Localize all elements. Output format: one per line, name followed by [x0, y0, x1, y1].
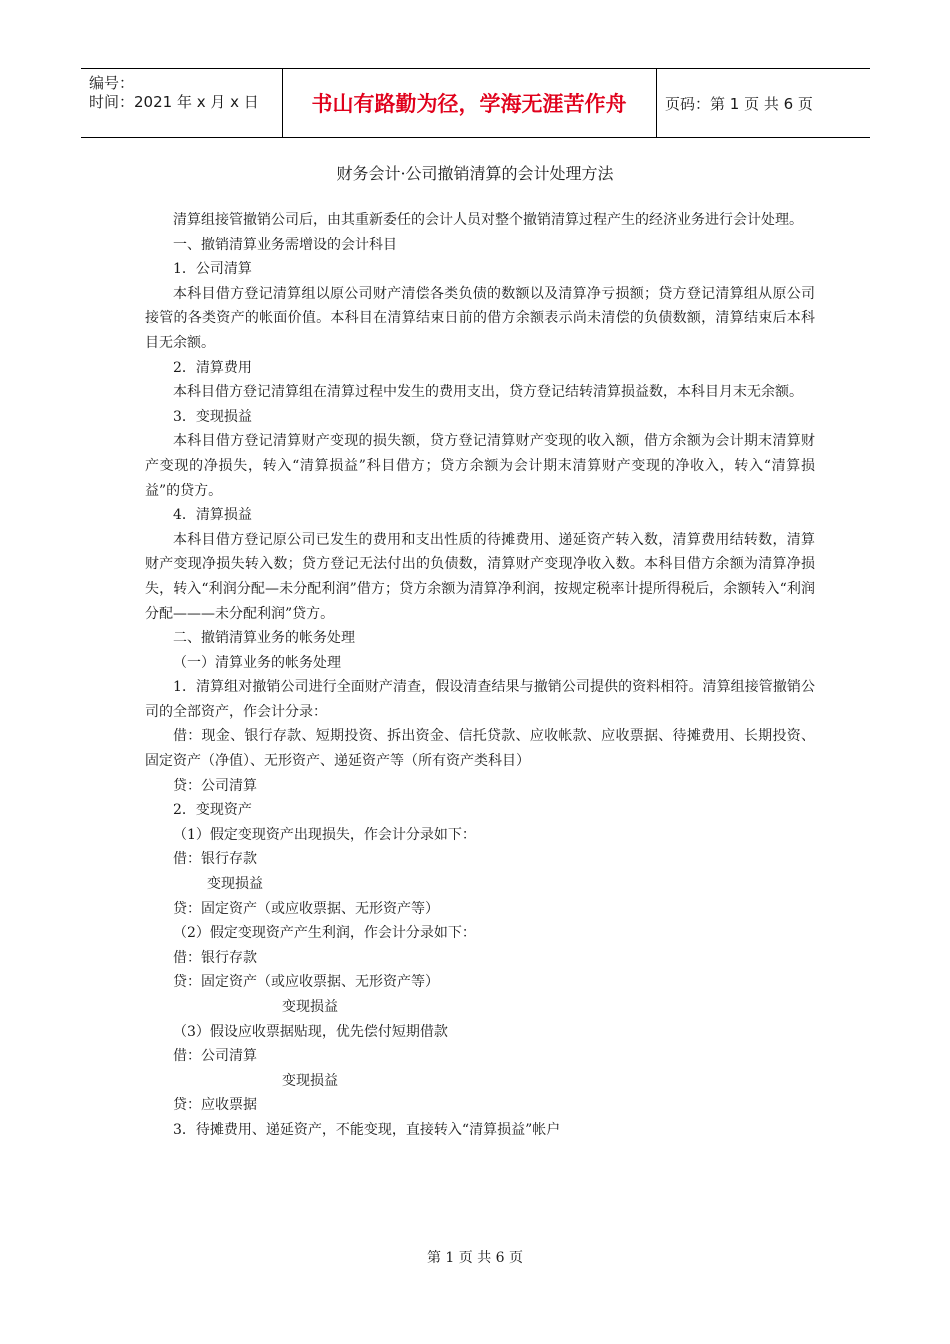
paragraph: 本科目借方登记清算组以原公司财产清偿各类负债的数额以及清算净亏损额；贷方登记清算组从原公司接管的各类资产的帐面价值。本科目在清算结束日前的借方余额表示尚未清偿的负债数额，清算结束后本科目无余额。 — [145, 285, 815, 351]
paragraph: 本科目借方登记清算财产变现的损失额，贷方登记清算财产变现的收入额，借方余额为会计期末清算财产变现的净损失，转入“清算损益”科目借方；贷方余额为会计期末清算财产变现的净收入，转入“清算损益”的贷方。 — [145, 433, 815, 499]
header-page-indicator: 页码：第 1 页 共 6 页 — [665, 94, 813, 113]
journal-entry-line: 贷：固定资产（或应收票据、无形资产等） — [173, 900, 439, 917]
header-meta-cell — [81, 69, 283, 137]
header-motto: 书山有路勤为径，学海无涯苦作舟 — [282, 69, 657, 137]
document-body — [145, 208, 815, 1143]
subsection-heading: 3．变现损益 — [173, 408, 252, 425]
journal-entry-line: 借：银行存款 — [173, 851, 257, 868]
page-footer: 第 1 页 共 6 页 — [426, 1250, 524, 1266]
journal-entry-line: 借：公司清算 — [173, 1048, 257, 1065]
journal-entry-line: 贷：公司清算 — [173, 777, 257, 794]
journal-entry-line: 贷：固定资产（或应收票据、无形资产等） — [173, 974, 439, 991]
subsection-heading: 2．变现资产 — [173, 802, 252, 819]
subsection-heading: 1．公司清算 — [173, 261, 252, 278]
page-header — [81, 68, 870, 138]
paragraph: （2）假定变现资产产生利润，作会计分录如下： — [173, 925, 476, 942]
journal-entry-line: 变现损益 — [282, 999, 338, 1015]
paragraph: （1）假定变现资产出现损失，作会计分录如下： — [173, 826, 476, 843]
document-number-label: 编号： — [89, 74, 135, 92]
subsection-heading: 2．清算费用 — [173, 359, 252, 376]
paragraph: 清算组接管撤销公司后，由其重新委任的会计人员对整个撤销清算过程产生的经济业务进行会计处理。 — [173, 212, 803, 228]
subsection-heading: （一）清算业务的帐务处理 — [173, 654, 341, 671]
paragraph: 3．待摊费用、递延资产，不能变现，直接转入“清算损益”帐户 — [173, 1121, 561, 1138]
paragraph: （3）假设应收票据贴现，优先偿付短期借款 — [173, 1023, 448, 1040]
journal-entry-line: 变现损益 — [207, 876, 263, 893]
journal-entry-line: 贷：应收票据 — [173, 1097, 257, 1114]
journal-entry-line: 借：现金、银行存款、短期投资、拆出资金、信托贷款、应收帐款、应收票据、待摊费用、长期投资、固定资产（净值）、无形资产、递延资产等（所有资产类科目） — [145, 728, 815, 770]
section-heading: 二、撤销清算业务的帐务处理 — [173, 630, 355, 647]
journal-entry-line: 借：银行存款 — [173, 949, 257, 966]
journal-entry-line: 变现损益 — [282, 1072, 338, 1089]
paragraph: 本科目借方登记清算组在清算过程中发生的费用支出，贷方登记结转清算损益数，本科目月末无余额。 — [173, 384, 803, 401]
section-heading: 一、撤销清算业务需增设的会计科目 — [173, 236, 397, 253]
subsection-heading: 4．清算损益 — [173, 507, 252, 524]
document-time-label: 时间：2021 年 x 月 x 日 — [89, 93, 259, 111]
paragraph: 1．清算组对撤销公司进行全面财产清查，假设清查结果与撤销公司提供的资料相符。清算组接管撤销公司的全部资产，作会计分录： — [145, 679, 815, 720]
document-title: 财务会计·公司撤销清算的会计处理方法 — [336, 164, 614, 183]
paragraph: 本科目借方登记原公司已发生的费用和支出性质的待摊费用、递延资产转入数，清算费用结转数，清算财产变现净损失转入数；贷方登记无法付出的负债数，清算财产变现净收入数。本科目借方余额为清算净损失，转入“利润分配—未分配利润”借方；贷方余额为清算净利润，按规定税率计提所得税后，余额转入“利润分配———未分配利润”贷方。 — [145, 531, 815, 622]
